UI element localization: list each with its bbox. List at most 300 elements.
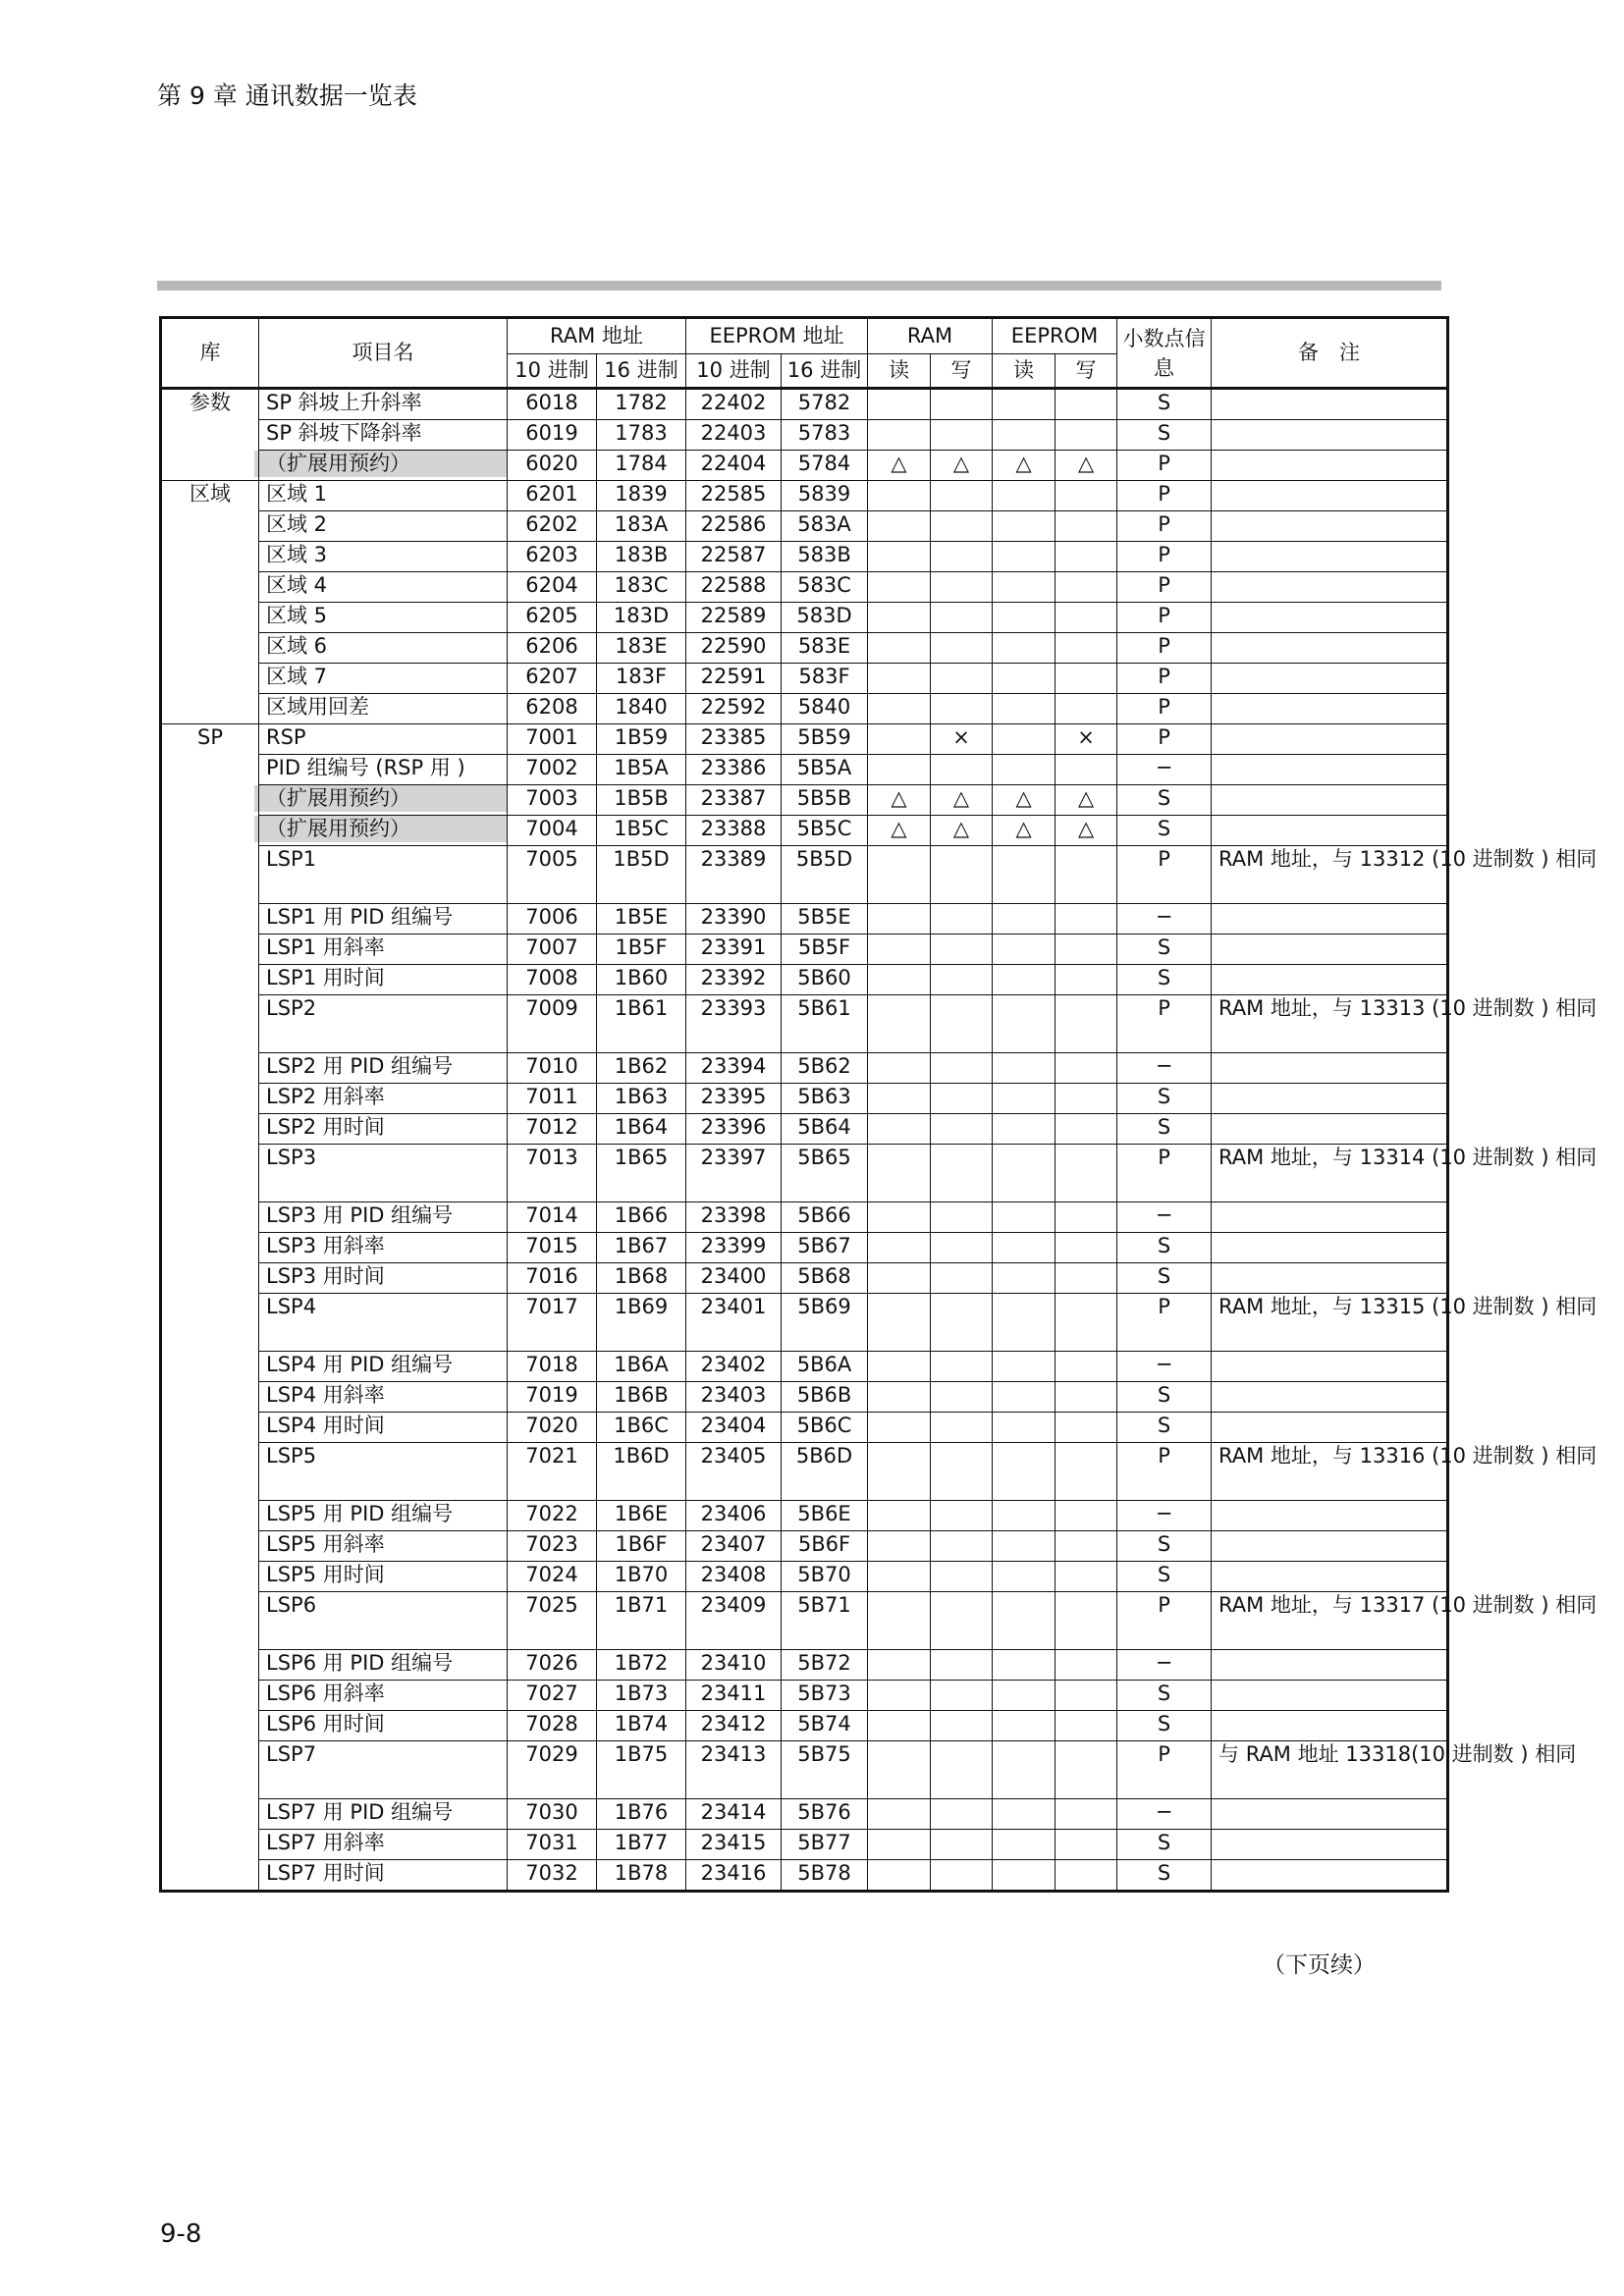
- ram-write-cell: [931, 1650, 993, 1681]
- ram-dec-cell: 7012: [508, 1114, 597, 1145]
- eeprom-dec-cell: 23411: [686, 1681, 782, 1711]
- decimal-info-cell: P: [1117, 633, 1212, 664]
- ram-hex-cell: 1B5A: [597, 755, 686, 785]
- eeprom-hex-cell: 5B65: [782, 1145, 868, 1202]
- item-name-cell: [259, 1830, 508, 1860]
- decimal-info-cell: S: [1117, 1681, 1212, 1711]
- eeprom-dec-cell: 23395: [686, 1084, 782, 1114]
- eeprom-hex-cell: 5B75: [782, 1741, 868, 1799]
- ram-read-cell: [868, 1562, 931, 1592]
- ram-hex-cell: 1B63: [597, 1084, 686, 1114]
- ram-read-cell: [868, 1233, 931, 1263]
- item-name: SP 斜坡上升斜率: [266, 391, 422, 414]
- ram-write-cell: [931, 694, 993, 724]
- remark-cell: [1212, 1650, 1448, 1681]
- eeprom-dec-cell: 23403: [686, 1382, 782, 1413]
- remark-cell: [1212, 1830, 1448, 1860]
- remark-cell: [1212, 481, 1448, 511]
- eeprom-write-cell: [1056, 1531, 1117, 1562]
- item-name-cell: [259, 694, 508, 724]
- item-name: LSP4 用时间: [266, 1414, 385, 1437]
- table-row: [161, 572, 1448, 603]
- table-row: [161, 1413, 1448, 1443]
- ram-write-cell: [931, 1202, 993, 1233]
- ram-hex-cell: 1B78: [597, 1860, 686, 1892]
- table-row: [161, 816, 1448, 846]
- ram-hex-cell: 183C: [597, 572, 686, 603]
- ram-read-cell: [868, 1711, 931, 1741]
- header-ram-write: 写: [931, 354, 993, 389]
- item-name: LSP3 用斜率: [266, 1234, 385, 1257]
- eeprom-write-cell: △: [1056, 785, 1117, 816]
- table-row: [161, 1443, 1448, 1501]
- eeprom-dec-cell: 23389: [686, 846, 782, 904]
- eeprom-dec-cell: 23409: [686, 1592, 782, 1650]
- ram-hex-cell: 183F: [597, 664, 686, 694]
- ram-write-cell: [931, 1413, 993, 1443]
- continued-note: （下页续）: [1263, 1952, 1376, 1978]
- ram-dec-cell: 7022: [508, 1501, 597, 1531]
- header-item: 项目名: [259, 318, 508, 389]
- item-name: （扩展用预约）: [254, 816, 507, 842]
- table-row: [161, 603, 1448, 633]
- chapter-title: 第 9 章 通讯数据一览表: [157, 81, 417, 110]
- ram-dec-cell: 7032: [508, 1860, 597, 1892]
- eeprom-read-cell: [993, 1741, 1056, 1799]
- ram-dec-cell: 7025: [508, 1592, 597, 1650]
- ram-dec-cell: 7002: [508, 755, 597, 785]
- eeprom-hex-cell: 5B5E: [782, 904, 868, 934]
- table-row: [161, 1084, 1448, 1114]
- eeprom-dec-cell: 23408: [686, 1562, 782, 1592]
- ram-hex-cell: 1B75: [597, 1741, 686, 1799]
- remark-cell: [1212, 1501, 1448, 1531]
- eeprom-hex-cell: 5B59: [782, 724, 868, 755]
- item-name: 区域 7: [266, 665, 328, 688]
- eeprom-read-cell: [993, 542, 1056, 572]
- ram-dec-cell: 6206: [508, 633, 597, 664]
- ram-hex-cell: 1B6F: [597, 1531, 686, 1562]
- ram-dec-cell: 6208: [508, 694, 597, 724]
- decimal-info-cell: S: [1117, 965, 1212, 995]
- remark-cell: RAM 地址，与 13317 (10 进制数 ) 相同: [1212, 1592, 1448, 1650]
- eeprom-hex-cell: 5B6B: [782, 1382, 868, 1413]
- table-row: [161, 664, 1448, 694]
- eeprom-dec-cell: 23390: [686, 904, 782, 934]
- item-name: LSP7: [266, 1742, 317, 1766]
- ram-dec-cell: 7007: [508, 934, 597, 965]
- item-name: LSP6 用时间: [266, 1712, 385, 1735]
- eeprom-write-cell: [1056, 1741, 1117, 1799]
- ram-read-cell: [868, 755, 931, 785]
- table-row: [161, 1382, 1448, 1413]
- eeprom-read-cell: [993, 1531, 1056, 1562]
- item-name: LSP4: [266, 1295, 317, 1318]
- item-name-cell: [259, 1443, 508, 1501]
- ram-dec-cell: 6018: [508, 389, 597, 420]
- ram-hex-cell: 1B68: [597, 1263, 686, 1294]
- item-name: （扩展用预约）: [254, 785, 507, 812]
- ram-read-cell: [868, 1352, 931, 1382]
- decimal-info-cell: ─: [1117, 904, 1212, 934]
- eeprom-hex-cell: 583A: [782, 511, 868, 542]
- eeprom-read-cell: [993, 1711, 1056, 1741]
- ram-write-cell: [931, 1114, 993, 1145]
- table-row: [161, 724, 1448, 755]
- ram-write-cell: [931, 1592, 993, 1650]
- item-name-cell: [259, 1592, 508, 1650]
- ram-read-cell: [868, 724, 931, 755]
- ram-dec-cell: 7026: [508, 1650, 597, 1681]
- eeprom-dec-cell: 23399: [686, 1233, 782, 1263]
- ram-dec-cell: 7019: [508, 1382, 597, 1413]
- ram-read-cell: [868, 995, 931, 1053]
- eeprom-write-cell: [1056, 1202, 1117, 1233]
- item-name-cell: [259, 633, 508, 664]
- remark-cell: [1212, 755, 1448, 785]
- ram-read-cell: [868, 1413, 931, 1443]
- header-rule: [157, 281, 1441, 291]
- bank-cell: 参数: [161, 389, 259, 481]
- remark-cell: [1212, 1084, 1448, 1114]
- eeprom-dec-cell: 23406: [686, 1501, 782, 1531]
- eeprom-hex-cell: 583D: [782, 603, 868, 633]
- eeprom-hex-cell: 5B61: [782, 995, 868, 1053]
- item-name-cell: [259, 904, 508, 934]
- eeprom-hex-cell: 5B74: [782, 1711, 868, 1741]
- eeprom-read-cell: [993, 664, 1056, 694]
- eeprom-dec-cell: 23414: [686, 1799, 782, 1830]
- eeprom-write-cell: [1056, 1650, 1117, 1681]
- item-name: LSP3 用时间: [266, 1264, 385, 1288]
- eeprom-write-cell: [1056, 965, 1117, 995]
- eeprom-hex-cell: 5B5F: [782, 934, 868, 965]
- decimal-info-cell: ─: [1117, 1501, 1212, 1531]
- item-name-cell: [259, 965, 508, 995]
- ram-hex-cell: 1B5C: [597, 816, 686, 846]
- remark-cell: [1212, 694, 1448, 724]
- ram-read-cell: [868, 1263, 931, 1294]
- item-name: PID 组编号 (RSP 用 ): [266, 756, 465, 779]
- eeprom-dec-cell: 23393: [686, 995, 782, 1053]
- ram-dec-cell: 6204: [508, 572, 597, 603]
- decimal-info-cell: P: [1117, 724, 1212, 755]
- table-row: [161, 785, 1448, 816]
- ram-dec-cell: 7027: [508, 1681, 597, 1711]
- item-name: 区域用回差: [266, 695, 369, 719]
- ram-write-cell: [931, 572, 993, 603]
- ram-write-cell: [931, 1145, 993, 1202]
- ram-hex-cell: 1839: [597, 481, 686, 511]
- eeprom-hex-cell: 5784: [782, 451, 868, 481]
- decimal-info-cell: S: [1117, 389, 1212, 420]
- item-name-cell: [259, 389, 508, 420]
- item-name-cell: [259, 1741, 508, 1799]
- eeprom-hex-cell: 5B66: [782, 1202, 868, 1233]
- header-ram-address: RAM 地址: [508, 318, 686, 354]
- ram-read-cell: [868, 846, 931, 904]
- eeprom-write-cell: [1056, 755, 1117, 785]
- item-name: LSP5 用斜率: [266, 1532, 385, 1556]
- table-row: [161, 1501, 1448, 1531]
- eeprom-hex-cell: 5B64: [782, 1114, 868, 1145]
- ram-read-cell: [868, 1681, 931, 1711]
- remark-cell: [1212, 1382, 1448, 1413]
- ram-dec-cell: 6207: [508, 664, 597, 694]
- item-name-cell: [259, 420, 508, 451]
- remark-cell: [1212, 511, 1448, 542]
- comm-data-table: [159, 316, 1597, 1893]
- ram-write-cell: [931, 1799, 993, 1830]
- item-name-cell: [259, 846, 508, 904]
- eeprom-dec-cell: 22591: [686, 664, 782, 694]
- eeprom-write-cell: [1056, 481, 1117, 511]
- eeprom-dec-cell: 22402: [686, 389, 782, 420]
- item-name: LSP1 用时间: [266, 966, 385, 989]
- item-name-cell: [259, 1294, 508, 1352]
- eeprom-hex-cell: 5B71: [782, 1592, 868, 1650]
- remark-cell: [1212, 904, 1448, 934]
- eeprom-read-cell: [993, 1084, 1056, 1114]
- table-row: [161, 1531, 1448, 1562]
- ram-hex-cell: 1B5E: [597, 904, 686, 934]
- item-name: LSP1: [266, 847, 317, 871]
- item-name-cell: [259, 1114, 508, 1145]
- table-row: [161, 420, 1448, 451]
- eeprom-read-cell: △: [993, 451, 1056, 481]
- table-row: [161, 1053, 1448, 1084]
- remark-cell: [1212, 965, 1448, 995]
- ram-read-cell: [868, 1531, 931, 1562]
- ram-write-cell: [931, 1741, 993, 1799]
- eeprom-read-cell: [993, 1650, 1056, 1681]
- ram-hex-cell: 1B5D: [597, 846, 686, 904]
- item-name: RSP: [266, 725, 306, 749]
- eeprom-dec-cell: 23400: [686, 1263, 782, 1294]
- ram-read-cell: [868, 1053, 931, 1084]
- eeprom-hex-cell: 5840: [782, 694, 868, 724]
- ram-write-cell: [931, 603, 993, 633]
- ram-read-cell: [868, 1741, 931, 1799]
- eeprom-dec-cell: 23396: [686, 1114, 782, 1145]
- item-name-cell: [259, 542, 508, 572]
- eeprom-read-cell: [993, 995, 1056, 1053]
- table-row: [161, 451, 1448, 481]
- eeprom-write-cell: [1056, 1294, 1117, 1352]
- remark-cell: [1212, 785, 1448, 816]
- decimal-info-cell: P: [1117, 846, 1212, 904]
- ram-dec-cell: 6202: [508, 511, 597, 542]
- eeprom-read-cell: [993, 1592, 1056, 1650]
- ram-hex-cell: 1B64: [597, 1114, 686, 1145]
- ram-dec-cell: 6020: [508, 451, 597, 481]
- item-name-cell: [259, 1145, 508, 1202]
- ram-dec-cell: 6205: [508, 603, 597, 633]
- ram-write-cell: [931, 389, 993, 420]
- ram-write-cell: [931, 1084, 993, 1114]
- eeprom-write-cell: [1056, 542, 1117, 572]
- eeprom-hex-cell: 5B76: [782, 1799, 868, 1830]
- item-name-cell: [259, 1562, 508, 1592]
- remark-cell: [1212, 1352, 1448, 1382]
- ram-read-cell: [868, 1443, 931, 1501]
- ram-hex-cell: 1B59: [597, 724, 686, 755]
- ram-dec-cell: 7023: [508, 1531, 597, 1562]
- eeprom-read-cell: [993, 1145, 1056, 1202]
- item-name-cell: [259, 1531, 508, 1562]
- item-name: LSP4 用 PID 组编号: [266, 1353, 454, 1376]
- ram-hex-cell: 1783: [597, 420, 686, 451]
- eeprom-dec-cell: 23388: [686, 816, 782, 846]
- ram-hex-cell: 183E: [597, 633, 686, 664]
- ram-read-cell: △: [868, 785, 931, 816]
- table-row: [161, 511, 1448, 542]
- eeprom-dec-cell: 23405: [686, 1443, 782, 1501]
- decimal-info-cell: P: [1117, 572, 1212, 603]
- eeprom-write-cell: [1056, 603, 1117, 633]
- ram-dec-cell: 7009: [508, 995, 597, 1053]
- eeprom-dec-cell: 23407: [686, 1531, 782, 1562]
- ram-read-cell: [868, 633, 931, 664]
- ram-hex-cell: 1B6D: [597, 1443, 686, 1501]
- eeprom-write-cell: [1056, 1145, 1117, 1202]
- eeprom-hex-cell: 5B60: [782, 965, 868, 995]
- table-row: [161, 1294, 1448, 1352]
- page-number: 9-8: [160, 2219, 202, 2249]
- ram-dec-cell: 7017: [508, 1294, 597, 1352]
- eeprom-dec-cell: 23413: [686, 1741, 782, 1799]
- eeprom-read-cell: [993, 1799, 1056, 1830]
- eeprom-read-cell: [993, 603, 1056, 633]
- table-row: [161, 1263, 1448, 1294]
- ram-hex-cell: 1B5F: [597, 934, 686, 965]
- ram-hex-cell: 1B71: [597, 1592, 686, 1650]
- ram-write-cell: [931, 1233, 993, 1263]
- header-bank: 库: [161, 318, 259, 389]
- item-name: LSP5 用时间: [266, 1563, 385, 1586]
- ram-read-cell: [868, 1650, 931, 1681]
- ram-write-cell: [931, 1562, 993, 1592]
- eeprom-hex-cell: 5B78: [782, 1860, 868, 1892]
- eeprom-hex-cell: 583E: [782, 633, 868, 664]
- eeprom-write-cell: [1056, 1799, 1117, 1830]
- remark-cell: [1212, 664, 1448, 694]
- ram-dec-cell: 7005: [508, 846, 597, 904]
- ram-dec-cell: 7018: [508, 1352, 597, 1382]
- ram-dec-cell: 7011: [508, 1084, 597, 1114]
- item-name: LSP2 用时间: [266, 1115, 385, 1139]
- remark-cell: [1212, 1263, 1448, 1294]
- remark-cell: [1212, 1053, 1448, 1084]
- eeprom-read-cell: [993, 572, 1056, 603]
- remark-cell: RAM 地址，与 13316 (10 进制数 ) 相同: [1212, 1443, 1448, 1501]
- eeprom-dec-cell: 23386: [686, 755, 782, 785]
- item-name: SP 斜坡下降斜率: [266, 421, 422, 445]
- ram-hex-cell: 1B77: [597, 1830, 686, 1860]
- remark-cell: [1212, 934, 1448, 965]
- ram-hex-cell: 1B69: [597, 1294, 686, 1352]
- item-name-cell: [259, 1799, 508, 1830]
- ram-read-cell: [868, 1145, 931, 1202]
- decimal-info-cell: S: [1117, 1711, 1212, 1741]
- ram-hex-cell: 1B5B: [597, 785, 686, 816]
- eeprom-read-cell: [993, 1830, 1056, 1860]
- item-name: LSP2: [266, 996, 317, 1020]
- remark-cell: [1212, 1114, 1448, 1145]
- eeprom-write-cell: [1056, 1084, 1117, 1114]
- item-name: 区域 2: [266, 512, 328, 536]
- ram-dec-cell: 7024: [508, 1562, 597, 1592]
- remark-cell: [1212, 1413, 1448, 1443]
- ram-write-cell: [931, 542, 993, 572]
- eeprom-read-cell: [993, 1413, 1056, 1443]
- ram-read-cell: [868, 1382, 931, 1413]
- eeprom-read-cell: [993, 1053, 1056, 1084]
- item-name: LSP7 用时间: [266, 1861, 385, 1885]
- ram-dec-cell: 7015: [508, 1233, 597, 1263]
- eeprom-hex-cell: 5B72: [782, 1650, 868, 1681]
- decimal-info-cell: ─: [1117, 1799, 1212, 1830]
- ram-read-cell: [868, 389, 931, 420]
- ram-write-cell: [931, 1830, 993, 1860]
- eeprom-hex-cell: 5B63: [782, 1084, 868, 1114]
- eeprom-hex-cell: 5B70: [782, 1562, 868, 1592]
- eeprom-hex-cell: 5B5D: [782, 846, 868, 904]
- ram-hex-cell: 1784: [597, 451, 686, 481]
- eeprom-read-cell: [993, 1501, 1056, 1531]
- eeprom-dec-cell: 23415: [686, 1830, 782, 1860]
- ram-dec-cell: 7030: [508, 1799, 597, 1830]
- ram-dec-cell: 7031: [508, 1830, 597, 1860]
- table-row: [161, 481, 1448, 511]
- eeprom-write-cell: [1056, 1413, 1117, 1443]
- item-name-cell: [259, 1053, 508, 1084]
- table-row: [161, 1799, 1448, 1830]
- decimal-info-cell: ─: [1117, 1352, 1212, 1382]
- decimal-info-cell: ─: [1117, 1202, 1212, 1233]
- ram-dec-cell: 7004: [508, 816, 597, 846]
- eeprom-hex-cell: 583F: [782, 664, 868, 694]
- eeprom-hex-cell: 5B68: [782, 1263, 868, 1294]
- item-name-cell: [259, 664, 508, 694]
- ram-dec-cell: 6203: [508, 542, 597, 572]
- ram-read-cell: [868, 664, 931, 694]
- item-name-cell: [259, 1352, 508, 1382]
- ram-hex-cell: 183B: [597, 542, 686, 572]
- remark-cell: [1212, 1681, 1448, 1711]
- decimal-info-cell: P: [1117, 1741, 1212, 1799]
- eeprom-hex-cell: 5B6C: [782, 1413, 868, 1443]
- eeprom-read-cell: [993, 1294, 1056, 1352]
- ram-write-cell: [931, 1681, 993, 1711]
- eeprom-hex-cell: 5B5C: [782, 816, 868, 846]
- ram-write-cell: [931, 755, 993, 785]
- ram-write-cell: [931, 1352, 993, 1382]
- eeprom-read-cell: [993, 965, 1056, 995]
- header-eeprom-write: 写: [1056, 354, 1117, 389]
- eeprom-read-cell: [993, 934, 1056, 965]
- ram-read-cell: [868, 965, 931, 995]
- eeprom-write-cell: [1056, 1443, 1117, 1501]
- header-ram-read: 读: [868, 354, 931, 389]
- eeprom-write-cell: [1056, 1352, 1117, 1382]
- header-ram: RAM: [868, 318, 993, 354]
- eeprom-dec-cell: 22590: [686, 633, 782, 664]
- ram-write-cell: △: [931, 816, 993, 846]
- eeprom-write-cell: △: [1056, 451, 1117, 481]
- eeprom-dec-cell: 23392: [686, 965, 782, 995]
- eeprom-hex-cell: 5783: [782, 420, 868, 451]
